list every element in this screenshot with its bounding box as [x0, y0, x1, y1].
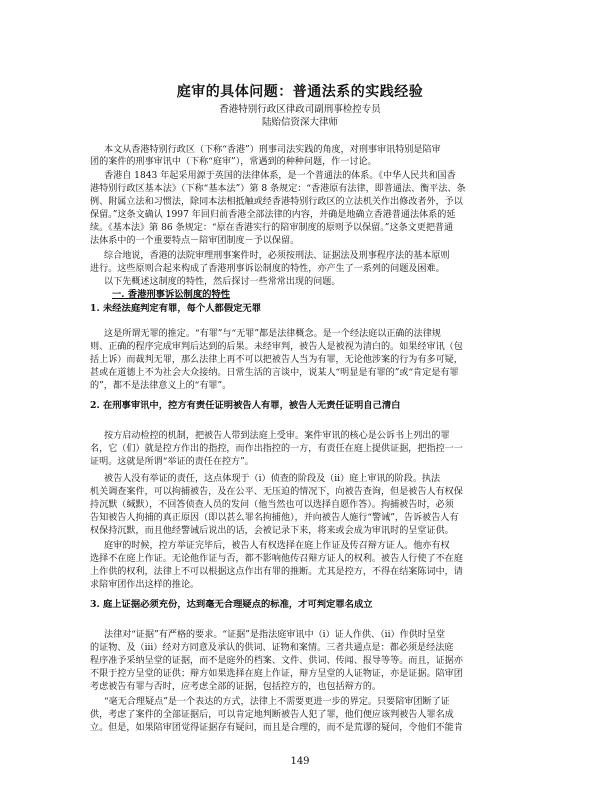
body-line: 供，考虑了案件的全部证据后，可以肯定地判断被告人犯了罪，他们便应该判被告人罪名成: [90, 710, 454, 720]
body-line: 权保持沉默，而且他经警诫后说出的话，会被记录下来，将来或会成为审讯时的呈堂证供。: [90, 526, 454, 536]
section-heading: 一. 香港刑事诉讼制度的特性: [112, 289, 231, 300]
body-line: 的”，都不是法律意义上的“有罪”。: [90, 381, 232, 391]
body-line: 综合地说，香港的法院审理刑事案件时，必须按刑法、证据法及刑事程序法的基本原则: [104, 251, 450, 261]
author-name: 陆贻信资深大律师: [261, 117, 338, 128]
body-line: 则、正确的程序完成审判后达到的后果。未经审判，被告人是被视为清白的。如果经审讯（包: [90, 342, 463, 352]
body-line: 不限于控方呈堂的证供；辩方如果选择在庭上作证，辩方呈堂的人证物证，亦是证据。陪审团: [90, 669, 463, 679]
body-line: 港特别行政区基本法》（下称“基本法”）第 8 条规定：“香港原有法律，即普通法、衡平法、条: [90, 184, 466, 194]
body-line: 庭审的时候，控方举证完毕后，被告人有权选择在庭上作证及传召辩方证人。他亦有权: [104, 541, 450, 551]
body-line: 括上诉）而裁判无罪，那么法律上再不可以把被告人当为有罪，无论他涉案的行为有多可疑，: [90, 355, 463, 365]
author-affiliation: 香港特别行政区律政司副刑事检控专员: [219, 104, 381, 115]
body-line: 持沉默（缄默），不回答侦查人员的发问（他当然也可以选择自愿作答）。拘捕被告时，必须: [90, 500, 454, 510]
body-line: 考虑被告有罪与否时，应考虑全部的证据，包括控方的，也包括辩方的。: [90, 682, 382, 692]
body-line: 例、附属立法和习惯法，除同本法相抵触或经香港特别行政区的立法机关作出修改者外，予以: [90, 197, 463, 207]
body-line: 团的案件的刑事审讯中（下称“庭审”），常遇到的种种问题，作一讨论。: [90, 157, 377, 167]
body-line: 被告人没有举证的责任，这点体现于（i）侦查的阶段及（ii）庭上审讯的阶段。执法: [104, 474, 441, 484]
body-line: 保留。”这条文确认 1997 年回归前香港全部法律的内容，并确是地确立香港普通法体系的延: [90, 210, 456, 220]
body-line: 的证物、及（iii）经对方同意及承认的供词、证物和案情。三者共通点是：都必须是经法庭: [90, 643, 454, 653]
body-line: 机关调查案件，可以拘捕被告，及在公平、无压迫的情况下，向被告查询，但是被告人有权保: [90, 487, 463, 497]
body-line: 按方启动检控的机制，把被告人带到法庭上受审。案件审讯的核心是公诉书上列出的罪: [104, 431, 450, 441]
body-line: 立。但是，如果陪审团觉得证据存有疑问，而且是合理的，而不是荒谬的疑问，令他们不能肯: [90, 723, 463, 733]
body-line: 香港自 1843 年起采用源于英国的法律体系，是一个普通法的体系。《中华人民共和国香: [104, 171, 456, 181]
subsection-heading: 2. 在刑事审讯中，控方有责任证明被告人有罪，被告人无责任证明自己清白: [90, 400, 401, 411]
body-line: 以下先概述这制度的特性，然后探讨一些常常出现的问题。: [104, 277, 341, 287]
subsection-heading: 1. 未经法庭判定有罪，每个人都假定无罪: [90, 303, 261, 314]
body-line: 上作供的权利，法律上不可以根据这点作出有罪的推断。尤其是控方，不得在结案陈词中，请: [90, 567, 463, 577]
body-line: 名，它（们）就是控方作出的指控，而作出指控的一方，有责任在庭上提供证据，把指控一一: [90, 444, 463, 454]
body-line: 法体系中的一个重要特点－陪审团制度－予以保留。: [90, 236, 300, 246]
body-line: 程序准予采纳呈堂的证据，而不是庭外的档案、文件、供词、传闻、报导等等。而且，证据亦: [90, 656, 463, 666]
body-line: “毫无合理疑点”是一个表达的方式，法律上不需要更进一步的界定。只要陪审团断了证: [104, 697, 450, 707]
body-line: 求陪审团作出这样的推论。: [90, 580, 200, 590]
body-line: 这是所谓无罪的推定。“有罪”与“无罪”都是法律概念。是一个经法庭以正确的法律规: [104, 329, 441, 339]
page-title: 庭审的具体问题：普通法系的实践经验: [176, 84, 424, 100]
body-line: 甚或在道德上不为社会大众接纳。日常生活的言谈中，说某人“明显是有罪的”或“肯定是有罪: [90, 368, 459, 378]
body-line: 证明。这就是所谓“举证的责任在控方”。: [90, 457, 254, 467]
subsection-heading: 3. 庭上证据必须充份，达到毫无合理疑点的标准，才可判定罪名成立: [90, 599, 373, 610]
page-number: 149: [290, 756, 310, 767]
body-line: 续。《基本法》第 86 条规定：“原在香港实行的陪审制度的原则予以保留。”这条文更把普通: [90, 223, 454, 233]
body-line: 告知被告人拘捕的真正原因（即以甚么罪名拘捕他），并向被告人施行“警诫”，告诉被告人有: [90, 513, 459, 523]
body-line: 进行。这些原则合起来构成了香港刑事诉讼制度的特性，亦产生了一系列的问题及困难。: [90, 264, 445, 274]
body-line: 本文从香港特别行政区（下称“香港”）刑事司法实践的角度，对刑事审讯特别是陪审: [104, 145, 441, 155]
body-line: 选择不在庭上作证。无论他作证与否，都不影响他传召辩方证人的权利。被告人行使了不在庭: [90, 554, 463, 564]
body-line: 法律对“证据”有严格的要求。“证据”是指法庭审讯中（i）证人作供、（ii）作供时呈堂: [104, 630, 446, 640]
